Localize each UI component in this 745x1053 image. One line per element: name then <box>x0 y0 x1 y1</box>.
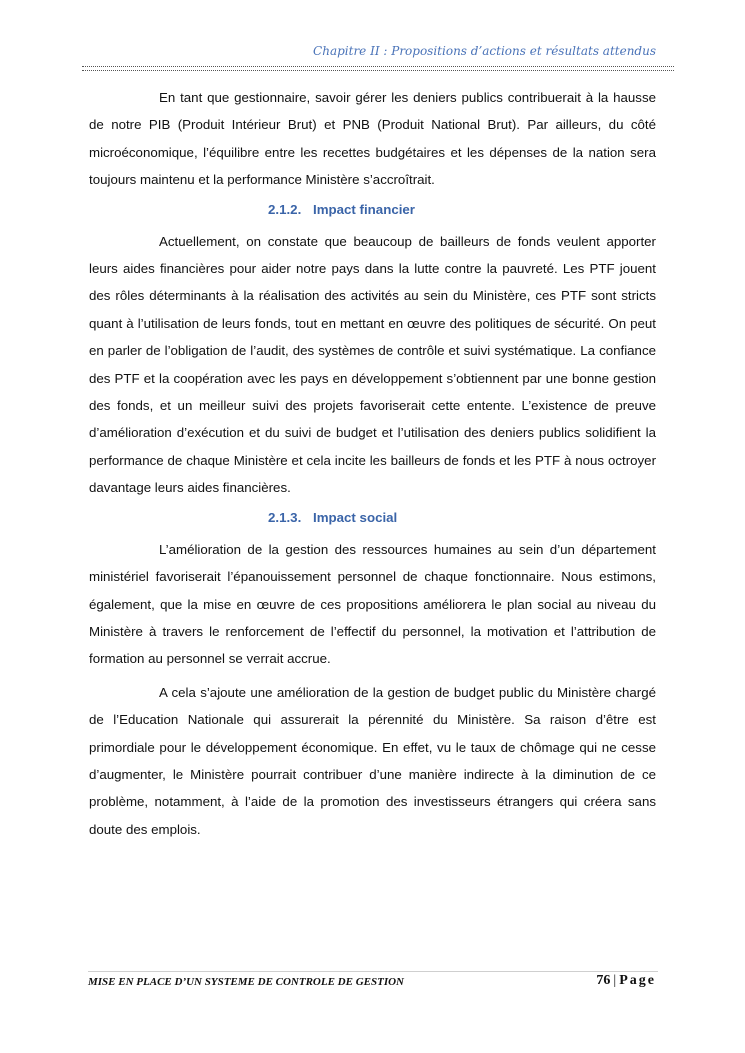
section-heading-impact-social <box>89 506 656 530</box>
paragraph-impact-financier: Actuellement, on constate que beaucoup de bailleurs de fonds veulent apporter leurs aides financières pour aider notre pays dans la lutte contre la pauvreté. Les PTF jouent des rôles déterminants à la réalisation des activités au sein du Ministère, ces PTF sont stricts quant à l’utilisation de leurs fonds, tout en mettant en œuvre des politiques de sécurité. On peut en parler de l’obligation de l’audit, des systèmes de contrôle et suivi systématique. La confiance des PTF et la coopération avec les pays en développement s’obtiennent par une bonne gestion des fonds, et un meilleur suivi des projets favoriserait cette entente. L’existence de preuve d’amélioration d’exécution et du suivi de budget et l’utilisation des deniers publics solidifient la performance de chaque Ministère et cela incite les bailleurs de fonds et les PTF à nous octroyer davantage leurs aides financières. <box>89 233 656 496</box>
section-title: Impact financier <box>313 201 415 217</box>
body-content <box>89 84 656 843</box>
section-number: 2.1.2. <box>268 201 302 217</box>
paragraph-budget-public: A cela s’ajoute une amélioration de la gestion de budget public du Ministère chargé de l’Education Nationale qui assurerait la pérennité du Ministère. Sa raison d’être est primordiale pour le développement économique. En effet, vu le taux de chômage qui ne cesse d’augmenter, le Ministère pourrait contribuer d’une manière indirecte à la diminution de ce problème, notamment, à l’aide de la promotion des investisseurs étrangers qui créera sans doute des emplois. <box>89 684 656 837</box>
section-number: 2.1.3. <box>268 509 302 525</box>
page-label: Page <box>619 973 656 988</box>
section-title: Impact social <box>313 509 398 525</box>
footer-document-title: MISE EN PLACE D’UN SYSTEME DE CONTROLE DE GESTION <box>88 976 404 988</box>
chapter-header: Chapitre II : Propositions d’actions et résultats attendus <box>313 44 656 58</box>
page-separator: | <box>613 973 617 988</box>
header-divider <box>82 66 674 71</box>
paragraph-intro: En tant que gestionnaire, savoir gérer les deniers publics contribuerait à la hausse de notre PIB (Produit Intérieur Brut) et PNB (Produit National Brut). Par ailleurs, du côté microéconomique, l’équilibre entre les recettes budgétaires et les dépenses de la nation sera toujours maintenu et la performance Ministère s’accroîtrait. <box>89 90 656 188</box>
paragraph-impact-social: L’amélioration de la gestion des ressources humaines au sein d’un département ministériel favoriserait l’épanouissement personnel de chaque fonctionnaire. Nous estimons, également, que la mise en œuvre de ces propositions améliorera le plan social au niveau du Ministère à travers le renforcement de l’effectif du personnel, la motivation et l’attribution de formation au personnel se verrait accrue. <box>89 541 656 667</box>
page-number-block <box>560 973 656 989</box>
page-number: 76 <box>596 973 611 988</box>
section-heading-impact-financier <box>89 198 656 222</box>
footer-divider <box>88 971 658 972</box>
